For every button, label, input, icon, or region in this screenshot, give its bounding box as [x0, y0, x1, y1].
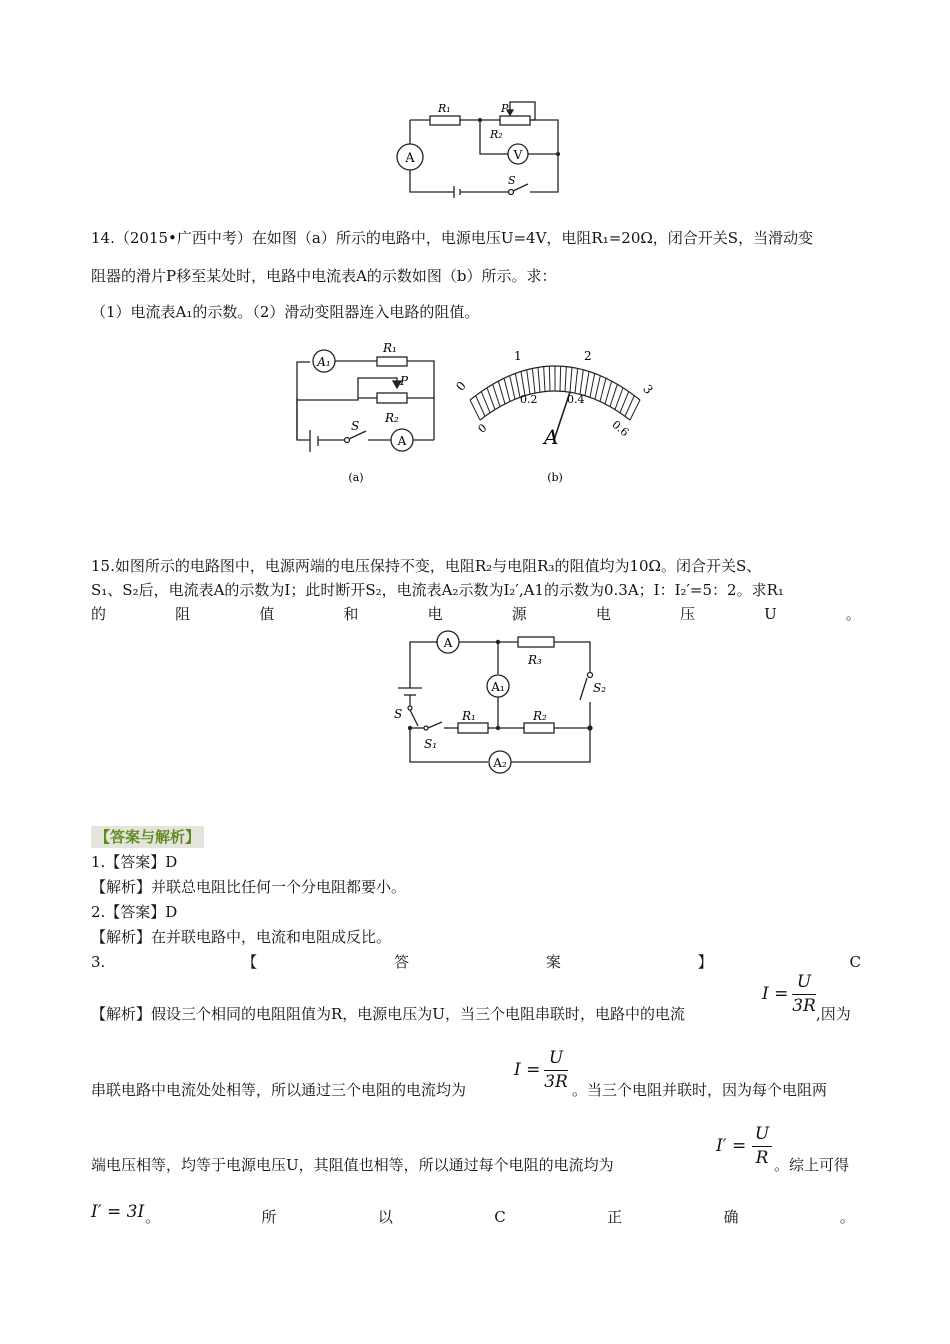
- ammeter-a1-label: A₁: [491, 680, 505, 694]
- explanation-1: 【解析】并联总电阻比任何一个分电阻都要小。: [91, 878, 407, 896]
- ammeter-dial-14b: [450, 340, 660, 490]
- q15-text-line-1: 15.如图所示的电路图中，电源两端的电压保持不变，电阻R₂与电阻R₃的阻值均为10Ω。闭合开关S、: [91, 557, 762, 575]
- dial-tick: [481, 392, 490, 413]
- formula-parallel-current: I′ = U R: [716, 1122, 772, 1182]
- switch-label: S: [351, 419, 360, 433]
- dial-tick: [487, 388, 495, 410]
- explanation-3-line-1-end: ,因为: [816, 1005, 851, 1023]
- dial-tick: [504, 378, 510, 401]
- answer-1: 1.【答案】D: [91, 853, 178, 871]
- outer-tick-label: 2: [584, 349, 592, 363]
- dial-tick: [510, 376, 515, 400]
- ammeter-label: A: [405, 151, 415, 166]
- dial-tick: [532, 368, 535, 393]
- s2-label: S₂: [593, 681, 607, 695]
- dial-tick: [521, 371, 525, 395]
- explanation-3-line-2: 串联电路中电流处处相等，所以通过三个电阻的电流均为: [91, 1081, 467, 1099]
- s1-label: S₁: [424, 737, 438, 751]
- explanation-3-line-2-end: 。当三个电阻并联时，因为每个电阻两: [572, 1081, 828, 1099]
- dial-tick: [527, 370, 530, 394]
- dial-tick: [605, 381, 612, 404]
- formula-series-current-2: I = U 3R: [514, 1048, 568, 1092]
- circuit-figure-15: [390, 628, 610, 774]
- dial-tick: [538, 367, 540, 392]
- q14-text-line-2: 阻器的滑片P移至某处时，电路中电流表A的示数如图（b）所示。求：: [91, 267, 557, 285]
- dial-tick: [615, 388, 623, 410]
- inner-tick-label: 0: [475, 421, 490, 436]
- explanation-2: 【解析】在并联电路中，电流和电阻成反比。: [91, 928, 392, 946]
- r3-label: R₃: [528, 653, 542, 667]
- r1-label: R₁: [438, 102, 451, 115]
- dial-tick: [600, 378, 606, 401]
- r2-label: R₂: [385, 411, 399, 425]
- formula-series-current: I = U 3R: [762, 972, 816, 1016]
- answer-3: 3. 【 答 案 】 C: [91, 953, 861, 971]
- q14-text-line-1: 14.（2015•广西中考）在如图（a）所示的电路中，电源电压U=4V，电阻R₁=20Ω，闭合开关S，当滑动变: [91, 229, 814, 247]
- figure-b-caption: (b): [547, 471, 563, 484]
- voltmeter-label: V: [513, 148, 523, 162]
- dial-tick: [575, 368, 578, 393]
- dial-tick: [620, 392, 629, 413]
- explanation-3-line-1: 【解析】假设三个相同的电阻阻值为R，电源电压为U，当三个电阻串联时，电路中的电流: [91, 1005, 685, 1023]
- dial-tick: [585, 371, 589, 395]
- dial-tick: [590, 373, 595, 397]
- r1-label: R₁: [383, 341, 397, 355]
- formula-result: I′ = 3I: [91, 1202, 145, 1222]
- r2-label: R₂: [490, 128, 503, 141]
- p-label: P: [400, 374, 409, 388]
- outer-tick-label: 1: [514, 349, 522, 363]
- a1-label: A₁: [317, 355, 331, 369]
- ammeter-label: A: [397, 434, 407, 448]
- r2-label: R₂: [533, 709, 547, 723]
- p-label: P: [501, 102, 509, 115]
- q15-text-line-2: S₁、S₂后，电流表A的示数为I；此时断开S₂，电流表A₂示数为I₂′,A1的示数为0.3A；I：I₂′=5：2。求R₁: [91, 581, 784, 599]
- conclusion-3: 。 所 以 C 正 确 。: [145, 1208, 855, 1226]
- s-label: S: [394, 707, 403, 721]
- inner-tick-label: 0.6: [609, 417, 632, 440]
- explanation-3-line-3: 端电压相等，均等于电源电压U，其阻值也相等，所以通过每个电阻的电流均为: [91, 1156, 614, 1174]
- outer-tick-label: 3: [640, 381, 656, 397]
- circuit-figure-14a: [290, 340, 440, 490]
- answers-heading: 【答案与解析】: [91, 826, 204, 848]
- dial-tick: [560, 366, 561, 391]
- dial-tick: [595, 376, 600, 400]
- dial-tick: [493, 384, 500, 406]
- inner-tick-label: 0.4: [567, 393, 585, 406]
- dial-tick: [498, 381, 505, 404]
- outer-tick-label: 0: [453, 378, 469, 394]
- dial-tick: [544, 367, 545, 392]
- dial-unit: A: [544, 425, 559, 449]
- explanation-3-line-3-end: 。综上可得: [774, 1156, 850, 1174]
- dial-tick: [565, 367, 566, 392]
- switch-label: S: [508, 174, 516, 187]
- inner-tick-label: 0.2: [520, 393, 538, 406]
- figure-a-caption: (a): [348, 471, 364, 484]
- answer-2: 2.【答案】D: [91, 903, 178, 921]
- ammeter-a-label: A: [443, 636, 453, 650]
- r1-label: R₁: [462, 709, 476, 723]
- dial-tick: [580, 370, 583, 394]
- ammeter-a2-label: A₂: [493, 756, 507, 770]
- q14-text-line-3: （1）电流表A₁的示数。（2）滑动变阻器连入电路的阻值。: [91, 303, 480, 321]
- circuit-figure-top: [390, 96, 570, 202]
- dial-tick: [610, 384, 617, 406]
- dial-tick: [549, 366, 550, 391]
- q15-text-line-3: 的 阻 值 和 电 源 电 压 U 。: [91, 605, 861, 623]
- dial-tick: [570, 367, 572, 392]
